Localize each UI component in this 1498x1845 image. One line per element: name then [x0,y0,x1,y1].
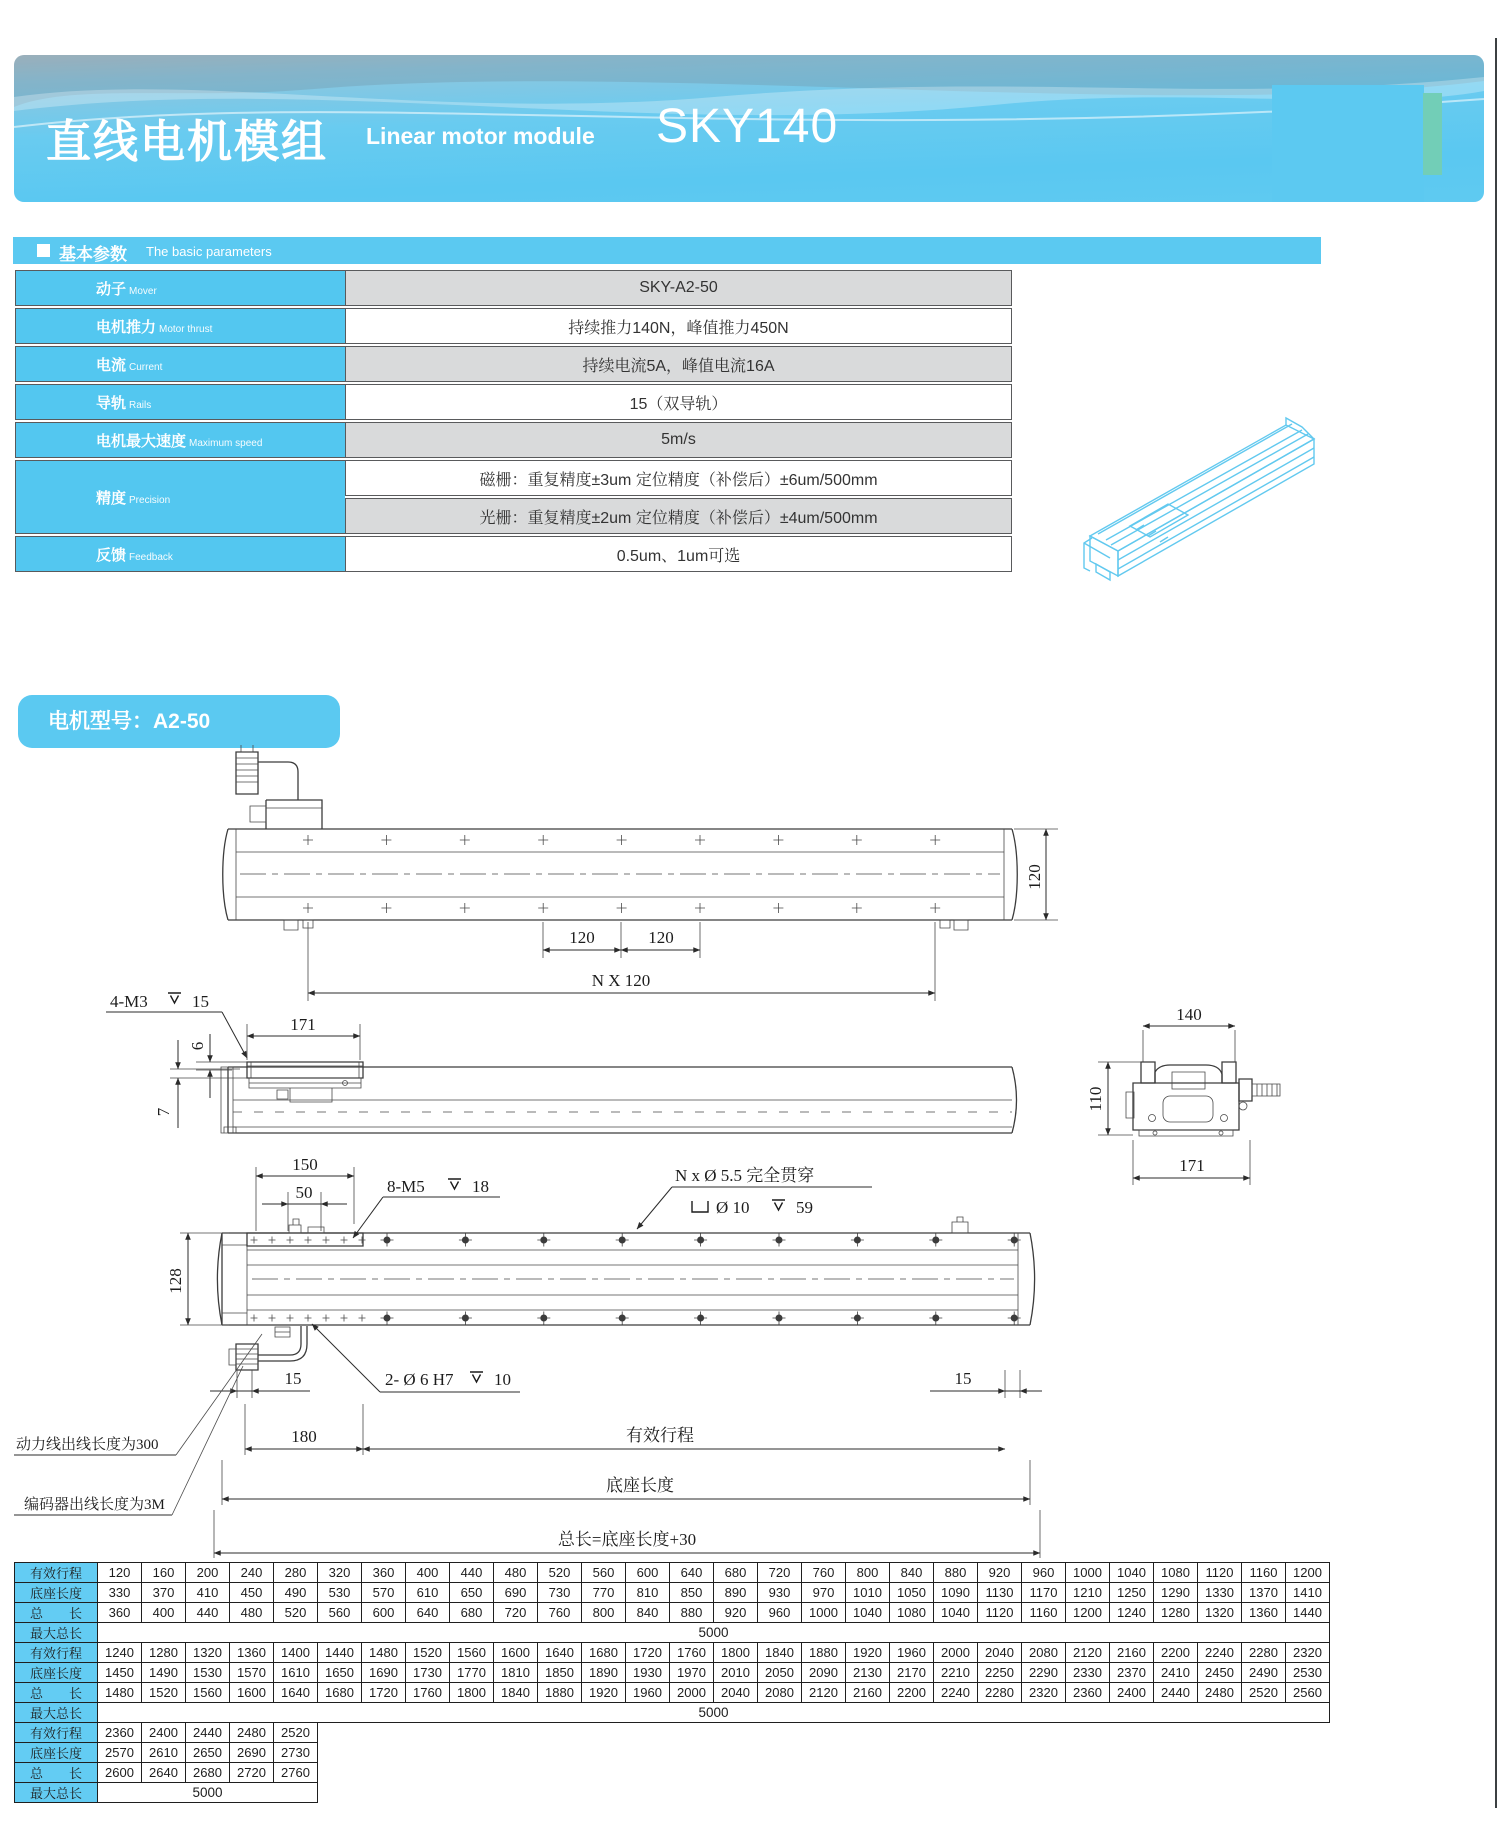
svg-text:底座长度: 底座长度 [606,1476,674,1495]
svg-text:6: 6 [188,1041,207,1051]
banner-corner-rectangle [1272,85,1424,202]
param-value: 5m/s [345,422,1012,458]
svg-text:8-M5: 8-M5 [387,1177,425,1196]
svg-text:128: 128 [166,1268,185,1294]
table-row: 有效行程 1240 1280 1320 1360 1400 1440 1480 1520 1560 1600 1640 1680 1720 1760 1800 1840 1880 1920 1960 2000 2040 2080 2120 2160 2200 2240 2280 2320 [15,1643,1330,1663]
svg-text:171: 171 [1179,1156,1205,1175]
motor-model-badge: 电机型号：A2-50 [18,695,340,748]
svg-text:Ø 10: Ø 10 [716,1198,750,1217]
page-subtitle: Linear motor module [366,123,595,149]
table-row: 有效行程 120 160 200 240 280 320 360 400 440 480 520 560 600 640 680 720 760 800 840 880 920 960 1000 1040 1080 1120 1160 1200 [15,1563,1330,1583]
table-row [15,346,1012,382]
svg-text:N x Ø 5.5 完全贯穿: N x Ø 5.5 完全贯穿 [675,1166,815,1185]
table-row [15,460,1012,496]
param-value: 磁栅：重复精度±3um 定位精度（补偿后）±6um/500mm [345,460,1012,496]
param-label: 电流 Current [15,346,345,382]
size-table-block [14,1642,1330,1723]
svg-text:总长=底座长度+30: 总长=底座长度+30 [557,1530,697,1549]
param-value: 光栅：重复精度±2um 定位精度（补偿后）±4um/500mm [345,498,1012,534]
power-cable-note: 动力线出线长度为300 [16,1437,159,1453]
param-label: 动子 Mover [15,270,345,306]
basic-parameters-table [15,268,1012,574]
section-square-icon [37,244,50,257]
table-row [15,308,1012,344]
table-row: 底座长度 330 370 410 450 490 530 570 610 650 690 730 770 810 850 890 930 970 1010 1050 1090 1130 1170 1210 1250 1290 1330 1370 1410 [15,1583,1330,1603]
front-view-drawing [14,1155,1042,1558]
param-value: 持续推力140N，峰值推力450N [345,308,1012,344]
param-label: 导轨 Rails [15,384,345,420]
svg-text:2- Ø 6 H7: 2- Ø 6 H7 [385,1370,454,1389]
banner-corner-green-rectangle [1423,93,1442,175]
section-title-en: The basic parameters [146,244,272,259]
svg-text:18: 18 [472,1177,489,1196]
svg-text:120: 120 [569,928,595,947]
table-row [15,422,1012,458]
param-label: 反馈 Feedback [15,536,345,572]
param-label: 电机最大速度 Maximum speed [15,422,345,458]
size-table-block [14,1562,1330,1643]
page-edge-line [1495,38,1497,1808]
table-row [15,536,1012,572]
table-row: 总 长 2600 2640 2680 2720 2760 [15,1763,318,1783]
svg-text:140: 140 [1176,1005,1202,1024]
svg-text:10: 10 [494,1370,511,1389]
basic-parameters-table-wrap [15,268,1012,574]
table-row: 有效行程 2360 2400 2440 2480 2520 [15,1723,318,1743]
param-label: 电机推力 Motor thrust [15,308,345,344]
encoder-cable-note: 编码器出线长度为3M [24,1497,165,1513]
svg-text:120: 120 [1025,864,1044,890]
svg-text:120: 120 [648,928,674,947]
svg-text:7: 7 [154,1107,173,1117]
param-value: SKY-A2-50 [345,270,1012,306]
svg-text:15: 15 [192,992,209,1011]
svg-text:N X 120: N X 120 [591,971,651,990]
model-number: SKY140 [656,100,839,153]
table-row: 最大总长 5000 [15,1783,318,1803]
svg-text:有效行程: 有效行程 [626,1426,694,1445]
svg-text:59: 59 [796,1198,813,1217]
technical-drawings [0,745,1470,1560]
header-banner [14,55,1484,202]
svg-text:15: 15 [284,1369,302,1388]
product-wireframe-image [1040,378,1340,593]
size-table [14,1563,1330,1803]
table-row: 最大总长 5000 [15,1623,1330,1643]
svg-text:4-M3: 4-M3 [110,992,148,1011]
section-title: 基本参数 [59,245,127,264]
table-row: 总 长 1480 1520 1560 1600 1640 1680 1720 1760 1800 1840 1880 1920 1960 2000 2040 2080 2120 2160 2200 2240 2280 2320 2360 2400 2440 2480 2520 2560 [15,1683,1330,1703]
param-label: 精度 Precision [15,460,345,534]
svg-text:171: 171 [290,1015,316,1034]
param-value: 持续电流5A，峰值电流16A [345,346,1012,382]
param-value: 0.5um、1um可选 [345,536,1012,572]
page-title: 直线电机模组 [46,116,329,167]
table-row: 底座长度 1450 1490 1530 1570 1610 1650 1690 1730 1770 1810 1850 1890 1930 1970 2010 2050 2090 2130 2170 2210 2250 2290 2330 2370 2410 2450 2490 2530 [15,1663,1330,1683]
svg-text:180: 180 [291,1427,317,1446]
svg-text:110: 110 [1086,1086,1105,1112]
table-row: 最大总长 5000 [15,1703,1330,1723]
table-row [15,384,1012,420]
param-value: 15（双导轨） [345,384,1012,420]
basic-parameters-section-header [13,237,1321,264]
table-row: 总 长 360 400 440 480 520 560 600 640 680 720 760 800 840 880 920 960 1000 1040 1080 1040 1120 1160 1200 1240 1280 1320 1360 1440 [15,1603,1330,1623]
table-row [15,270,1012,306]
top-view-drawing [223,745,1058,1001]
table-row: 底座长度 2570 2610 2650 2690 2730 [15,1743,318,1763]
svg-text:50: 50 [295,1183,313,1202]
side-view-drawing [106,992,1017,1133]
svg-text:150: 150 [292,1155,318,1174]
end-view-drawing [1086,1005,1280,1185]
svg-text:15: 15 [954,1369,972,1388]
size-table-block [14,1722,318,1803]
